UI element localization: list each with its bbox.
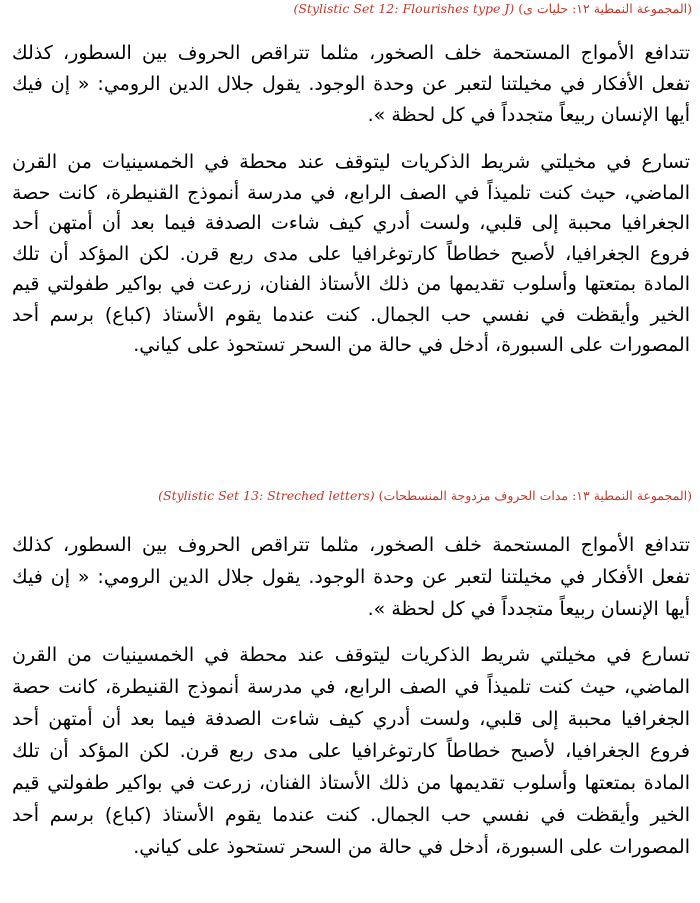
caption-english: (Stylistic Set 12: Flourishes type J): [293, 1, 515, 16]
body-paragraph-2: تسارع في مخيلتي شريط الذكريات ليتوقف عند محطة في الخمسينيات من القرن الماضي، حيث كنت تلميذاً في الصف الرابع، في مدرسة أنموذج القنيطرة، كانت حصة الجغرافيا محببة إلى قلبي، ولست أدري كيف شاءت الصدفة فيما بعد أن أمتهن أحد فروع الجغرافيا، لأصبح خطاطاً كارتوغرافيا على مدى ربع قرن. لكن المؤكد أن تلك المادة بمتعتها وأسلوب تقديمها من ذلك الأستاذ الفنان، زرعت في بواكير طفولتي قيم الخير وأيقظت في نفسي حب الجمال. كنت عندما يقوم الأستاذ (كباع) برسم أحد المصورات على السبورة، أدخل في حالة من السحر تستحوذ على كياني.: [12, 151, 690, 356]
body-paragraph-1: تتدافع الأمواج المستحمة خلف الصخور، مثلما تتراقص الحروف بين السطور، كذلك تفعل الأفكار في مخيلتنا لتعبر عن وحدة الوجود. يقول جلال الدين الرومي: « إن فيك أيها الإنسان ربيعاً متجدداً في كل لحظة ».: [12, 42, 690, 126]
caption-english: (Stylistic Set 13: Streched letters): [158, 488, 375, 503]
section-caption: [0, 0, 700, 18]
body-paragraph-1: تتدافع الأمواج المستحمة خلف الصخور، مثلما تتراقص الحروف بين السطور، كذلك تفعل الأفكار في مخيلتنا لتعبر عن وحدة الوجود. يقول جلال الدين الرومي: « إن فيك أيها الإنسان ربيعاً متجدداً في كل لحظة ».: [12, 534, 690, 620]
section-caption: [0, 487, 700, 505]
body-paragraph-2: تسارع في مخيلتي شريط الذكريات ليتوقف عند محطة في الخمسينيات من القرن الماضي، حيث كنت تلميذاً في الصف الرابع، في مدرسة أنموذج القنيطرة، كانت حصة الجغرافيا محببة إلى قلبي، ولست أدري كيف شاءت الصدفة فيما بعد أن أمتهن أحد فروع الجغرافيا، لأصبح خطاطاً كارتوغرافيا على مدى ربع قرن. لكن المؤكد أن تلك المادة بمتعتها وأسلوب تقديمها من ذلك الأستاذ الفنان، زرعت في بواكير طفولتي قيم الخير وأيقظت في نفسي حب الجمال. كنت عندما يقوم الأستاذ (كباع) برسم أحد المصورات على السبورة، أدخل في حالة من السحر تستحوذ على كياني.: [12, 644, 690, 858]
caption-arabic: (المجموعة النمطية ١٣: مدات الحروف مزدوجة المنسطحات): [378, 488, 692, 503]
stylistic-set-13-section: [0, 487, 700, 858]
caption-arabic: (المجموعة النمطية ١٢: حليات ى): [518, 1, 692, 16]
stylistic-set-12-section: [0, 0, 700, 361]
